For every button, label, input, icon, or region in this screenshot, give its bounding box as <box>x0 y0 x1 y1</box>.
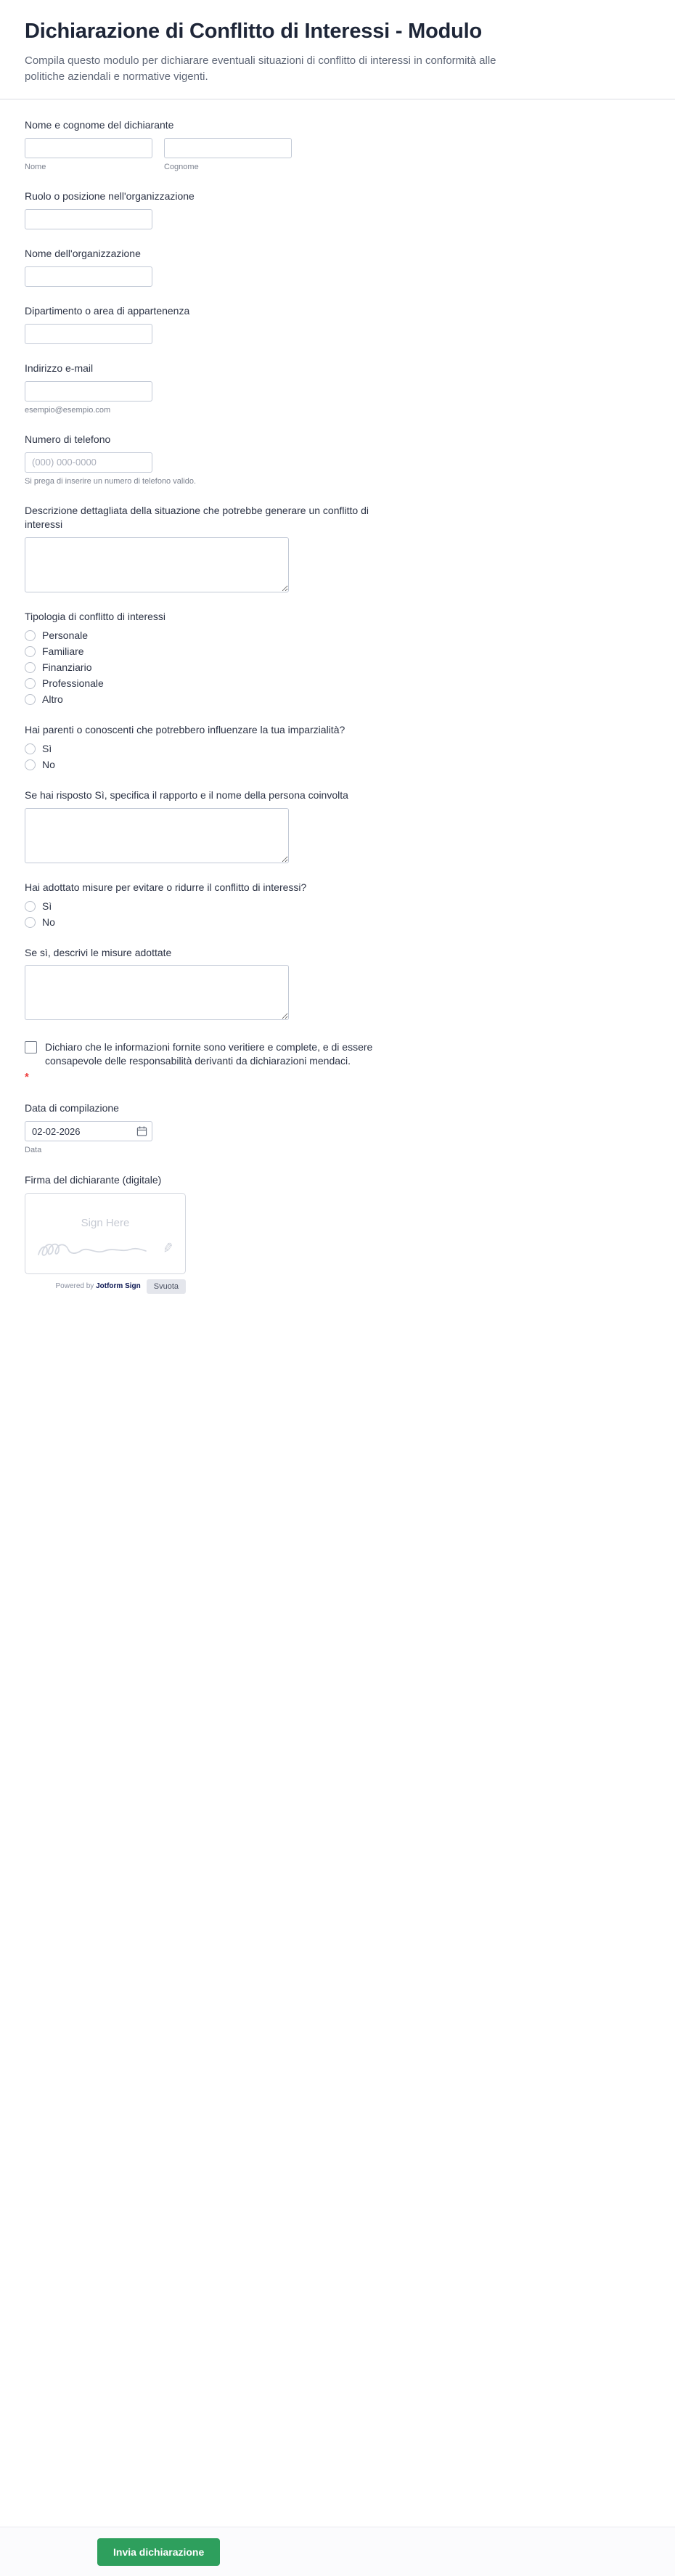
powered-by-text: Powered by <box>55 1282 94 1291</box>
email-input[interactable] <box>25 381 152 402</box>
measures-option-si[interactable] <box>25 900 650 913</box>
radio-icon[interactable] <box>25 694 36 705</box>
conflict-type-option-familiare[interactable] <box>25 645 650 658</box>
date-sublabel: Data <box>25 1146 42 1155</box>
fullname-inputs <box>25 138 650 172</box>
checkbox-icon[interactable] <box>25 1041 37 1053</box>
field-relationship-details <box>25 788 650 863</box>
measures-taken-label: Hai adottato misure per evitare o ridurre il conflitto di interessi? <box>25 881 307 893</box>
relationship-details-label: Se hai risposto Sì, specifica il rapporto e il nome della persona coinvolta <box>25 788 348 801</box>
radio-icon[interactable] <box>25 662 36 673</box>
signature-squiggle-decoration <box>34 1237 150 1262</box>
radio-label[interactable]: Finanziario <box>42 661 92 673</box>
radio-icon[interactable] <box>25 917 36 928</box>
conflict-type-option-personale[interactable] <box>25 629 650 642</box>
signature-footer <box>25 1279 186 1294</box>
radio-icon[interactable] <box>25 743 36 754</box>
radio-label[interactable]: Personale <box>42 629 89 641</box>
email-sublabel: esempio@esempio.com <box>25 405 111 415</box>
date-label: Data di compilazione <box>25 1102 119 1114</box>
clear-signature-button[interactable]: Svuota <box>147 1279 186 1294</box>
phone-input[interactable] <box>25 452 152 473</box>
measures-description-textarea[interactable] <box>25 965 289 1020</box>
first-name-sublabel: Nome <box>25 162 46 171</box>
relatives-option-si[interactable] <box>25 743 650 755</box>
measures-description-label: Se sì, descrivi le misure adottate <box>25 946 172 958</box>
radio-label[interactable]: Sì <box>42 900 52 912</box>
description-textarea[interactable] <box>25 537 289 592</box>
fullname-label: Nome e cognome del dichiarante <box>25 118 174 131</box>
last-name-sublabel: Cognome <box>164 162 199 171</box>
radio-label[interactable]: Professionale <box>42 677 104 689</box>
radio-label[interactable]: Altro <box>42 693 63 705</box>
radio-label[interactable]: Sì <box>42 742 52 754</box>
field-role <box>25 189 650 229</box>
radio-icon[interactable] <box>25 901 36 912</box>
first-name-input[interactable] <box>25 138 152 158</box>
form-subtitle: Compila questo modulo per dichiarare eventuali situazioni di conflitto di interessi in conformità alle politiche aziendali e normative vigenti. <box>25 54 496 83</box>
field-email <box>25 362 650 415</box>
radio-label[interactable]: Familiare <box>42 645 84 657</box>
field-fullname <box>25 118 650 172</box>
conflict-type-option-altro[interactable] <box>25 693 650 706</box>
signature-pad[interactable] <box>25 1193 186 1274</box>
organization-input[interactable] <box>25 266 152 287</box>
pen-icon: ✎ <box>161 1239 175 1256</box>
field-date <box>25 1101 650 1155</box>
conflict-type-label: Tipologia di conflitto di interessi <box>25 610 166 622</box>
radio-label[interactable]: No <box>42 916 55 928</box>
conflict-type-option-professionale[interactable] <box>25 677 650 690</box>
field-measures-taken <box>25 881 650 929</box>
role-label: Ruolo o posizione nell'organizzazione <box>25 190 195 203</box>
date-input-wrap <box>25 1121 152 1141</box>
radio-icon[interactable] <box>25 678 36 689</box>
last-name-group <box>164 138 292 172</box>
radio-icon[interactable] <box>25 646 36 657</box>
radio-icon[interactable] <box>25 759 36 770</box>
form-title: Dichiarazione di Conflitto di Interessi - Modulo <box>25 20 483 43</box>
department-label: Dipartimento o area di appartenenza <box>25 304 190 317</box>
phone-label: Numero di telefono <box>25 433 111 446</box>
description-label: Descrizione dettagliata della situazione che potrebbe generare un conflitto di interessi <box>25 505 369 531</box>
field-description <box>25 504 650 592</box>
field-organization <box>25 247 650 287</box>
powered-by-jotform-sign-link[interactable] <box>55 1282 140 1290</box>
radio-label[interactable]: No <box>42 758 55 770</box>
signature-label: Firma del dichiarante (digitale) <box>25 1173 162 1186</box>
jotform-sign-brand[interactable]: Jotform Sign <box>96 1282 141 1291</box>
radio-icon[interactable] <box>25 630 36 641</box>
required-asterisk: * <box>25 1071 29 1084</box>
relationship-details-textarea[interactable] <box>25 808 289 863</box>
field-signature <box>25 1173 650 1294</box>
field-phone <box>25 433 650 486</box>
email-label: Indirizzo e-mail <box>25 362 94 374</box>
field-declaration <box>25 1040 417 1083</box>
declaration-label[interactable]: Dichiaro che le informazioni fornite sono veritiere e complete, e di essere consapevole delle responsabilità derivanti da dichiarazioni mendaci. <box>45 1041 373 1067</box>
first-name-group <box>25 138 152 172</box>
department-input[interactable] <box>25 324 152 344</box>
calendar-icon[interactable] <box>136 1126 147 1137</box>
submit-button[interactable]: Invia dichiarazione <box>97 2538 220 2566</box>
field-department <box>25 304 650 344</box>
organization-label: Nome dell'organizzazione <box>25 248 141 260</box>
field-relatives <box>25 723 650 771</box>
submit-bar <box>0 2527 675 2576</box>
role-input[interactable] <box>25 209 152 229</box>
relatives-option-no[interactable] <box>25 759 650 771</box>
field-conflict-type <box>25 610 650 706</box>
last-name-input[interactable] <box>164 138 292 158</box>
relatives-label: Hai parenti o conoscenti che potrebbero influenzare la tua imparzialità? <box>25 723 345 735</box>
declaration-checkbox-option[interactable] <box>25 1040 417 1068</box>
measures-option-no[interactable] <box>25 916 650 929</box>
conflict-type-option-finanziario[interactable] <box>25 661 650 674</box>
phone-sublabel: Si prega di inserire un numero di telefono valido. <box>25 476 197 486</box>
sign-here-placeholder: Sign Here <box>81 1216 130 1229</box>
date-input[interactable] <box>25 1121 152 1141</box>
field-measures-description <box>25 946 650 1021</box>
